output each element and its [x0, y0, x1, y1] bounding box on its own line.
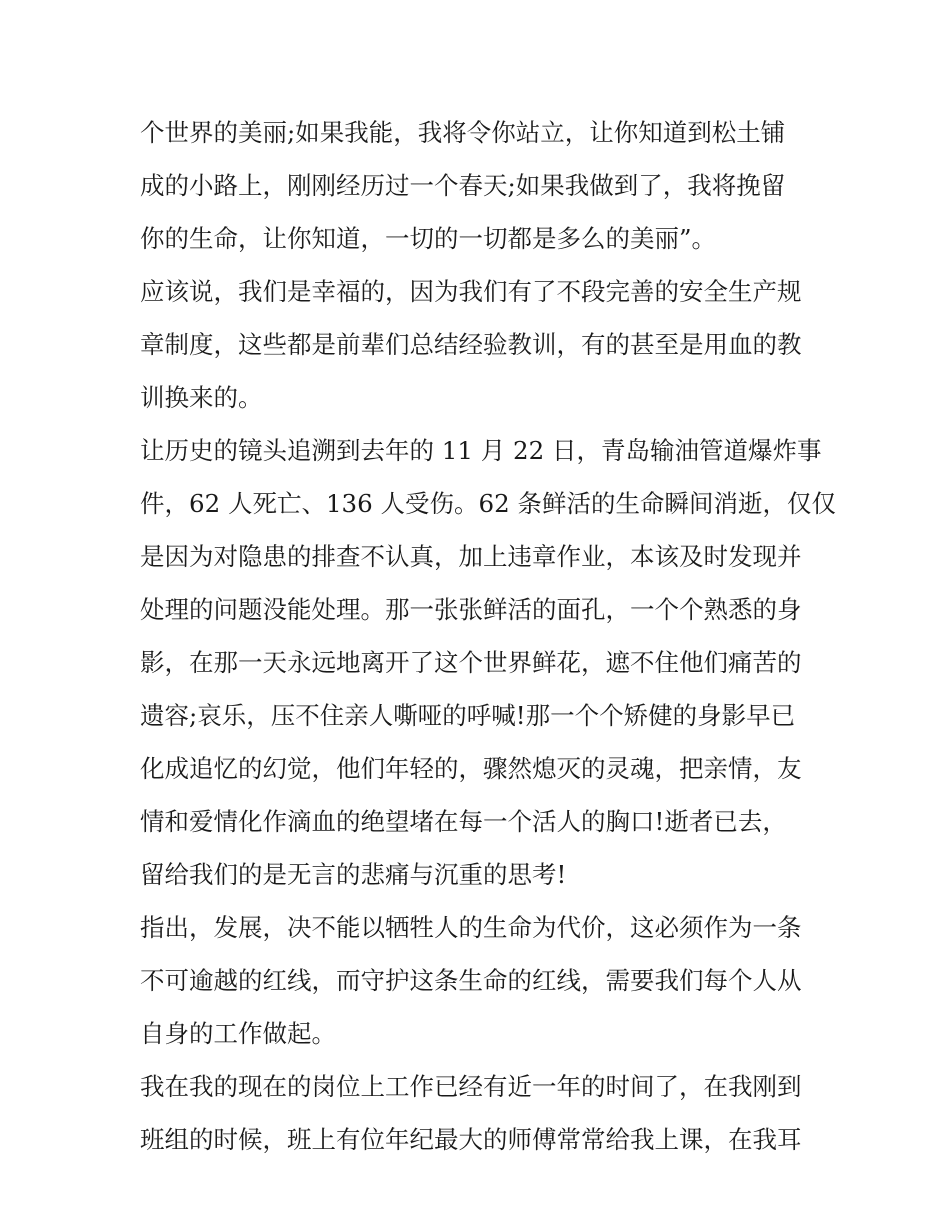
- text-line: 章制度，这些都是前辈们总结经验教训，有的甚至是用血的教: [140, 330, 802, 359]
- text-line: 处理的问题没能处理。那一张张鲜活的面孔，一个个熟悉的身: [140, 595, 802, 624]
- text-line: 留给我们的是无言的悲痛与沉重的思考!: [140, 860, 567, 889]
- text-line: 是因为对隐患的排查不认真，加上违章作业，本该及时发现并: [140, 542, 802, 571]
- text-line: 件，62 人死亡、136 人受伤。62 条鲜活的生命瞬间消逝，仅仅: [140, 489, 836, 518]
- text-line: 我在我的现在的岗位上工作已经有近一年的时间了，在我刚到: [140, 1072, 802, 1101]
- text-line: 训换来的。: [140, 383, 263, 412]
- text-line: 自身的工作做起。: [140, 1019, 336, 1048]
- text-line: 指出，发展，决不能以牺牲人的生命为代价，这必须作为一条: [140, 913, 802, 942]
- text-line: 班组的时候，班上有位年纪最大的师傅常常给我上课，在我耳: [140, 1125, 802, 1154]
- text-line: 个世界的美丽;如果我能，我将令你站立，让你知道到松土铺: [140, 118, 786, 147]
- text-line: 成的小路上，刚刚经历过一个春天;如果我做到了，我将挽留: [140, 171, 786, 200]
- text-line: 遗容;哀乐，压不住亲人嘶哑的呼喊!那一个个矫健的身影早已: [140, 701, 796, 730]
- body-text: [140, 106, 836, 1166]
- text-line: 应该说，我们是幸福的，因为我们有了不段完善的安全生产规: [140, 277, 802, 306]
- text-line: 你的生命，让你知道，一切的一切都是多么的美丽”。: [140, 224, 717, 253]
- text-line: 影，在那一天永远地离开了这个世界鲜花，遮不住他们痛苦的: [140, 648, 802, 677]
- text-line: 化成追忆的幻觉，他们年轻的，骤然熄灭的灵魂，把亲情，友: [140, 754, 802, 783]
- text-line: 让历史的镜头追溯到去年的 11 月 22 日，青岛输油管道爆炸事: [140, 436, 822, 465]
- text-line: 情和爱情化作滴血的绝望堵在每一个活人的胸口!逝者已去，: [140, 807, 787, 836]
- text-line: 不可逾越的红线，而守护这条生命的红线，需要我们每个人从: [140, 966, 802, 995]
